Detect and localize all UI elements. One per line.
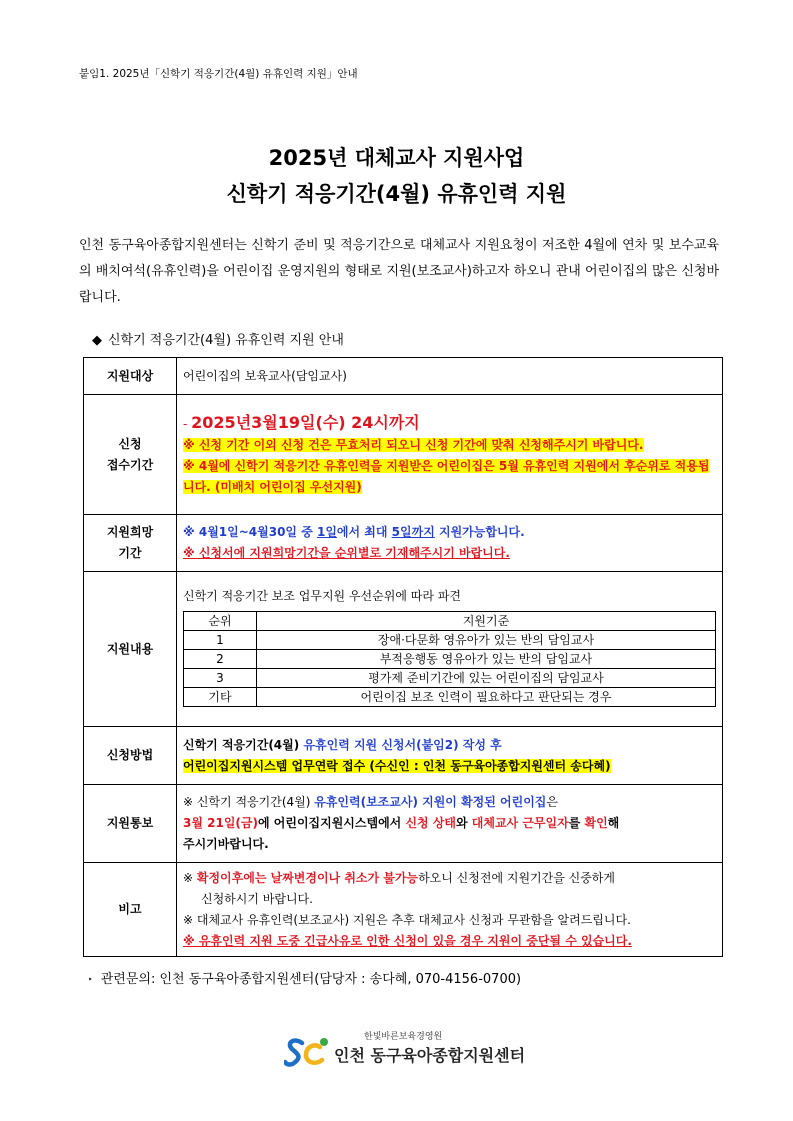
- table-row: 3 평가제 준비기간에 있는 어린이집의 담임교사: [184, 668, 716, 687]
- label-content: 지원내용: [84, 572, 177, 727]
- logo-name: 인천 동구육아종합지원센터: [334, 1046, 526, 1065]
- label-notice: 지원통보: [84, 785, 177, 863]
- label-period: 신청 접수기간: [84, 395, 177, 515]
- deadline: 2025년3월19일(수) 24시까지: [191, 412, 420, 432]
- title-line-1: 2025년 대체교사 지원사업: [268, 146, 525, 170]
- row-content: [84, 572, 723, 727]
- value-target: 어린이집의 보육교사(담임교사): [177, 358, 723, 395]
- period-note-2: ※ 4월에 신학기 적응기간 유휴인력을 지원받은 어린이집은 5월 유휴인력 지원에서 후순위로 적용됩니다. (미배치 어린이집 우선지원): [183, 458, 710, 494]
- row-target: [84, 358, 723, 395]
- value-content: [177, 572, 723, 727]
- inquiry-text: 관련문의: 인천 동구육아종합지원센터(담당자 : 송다혜, 070-4156-0700): [100, 972, 522, 987]
- section-title: 신학기 적응기간(4월) 유휴인력 지원 안내: [108, 333, 344, 348]
- center-logo: [284, 1025, 544, 1069]
- row-period: [84, 395, 723, 515]
- triangle-bullet-icon: ‣: [88, 975, 93, 984]
- value-period: - 2025년3월19일(수) 24시까지 ※ 신청 기간 이외 신청 건은 무효처리 되오니 신청 기간에 맞춰 신청해주시기 바랍니다. ※ 4월에 신학기 적응기간 유휴인력을 지원받은 어린이집은 5월 유휴인력 지원에서 후순위로 적용됩니다. (미배치 어린이집 우선지원): [177, 395, 723, 515]
- value-remark: ※ 확정이후에는 날짜변경이나 취소가 불가능하오니 신청전에 지원기간을 신중하게 신청하시기 바랍니다. ※ 대체교사 유휴인력(보조교사) 지원은 추후 대체교사 신청과 무관함을 알려드립니다. ※ 유휴인력 지원 도중 긴급사유로 인한 신청이 있을 경우 지원이 중단될 수 있습니다.: [177, 863, 723, 957]
- label-method: 신청방법: [84, 727, 177, 785]
- label-hope: 지원희망 기간: [84, 515, 177, 572]
- row-method: [84, 727, 723, 785]
- row-remark: [84, 863, 723, 957]
- logo-subtitle: 한빛바른보육경영원: [364, 1032, 443, 1042]
- inquiry-line: [88, 968, 521, 987]
- table-row: 기타 어린이집 보조 인력이 필요하다고 판단되는 경우: [184, 687, 716, 706]
- attachment-label: 붙임1. 2025년「신학기 적응기간(4월) 유휴인력 지원」안내: [79, 68, 358, 80]
- content-lead: 신학기 적응기간 보조 업무지원 우선순위에 따라 파견: [183, 588, 461, 603]
- period-note-1: ※ 신청 기간 이외 신청 건은 무효처리 되오니 신청 기간에 맞춰 신청해주시기 바랍니다.: [183, 437, 644, 452]
- title-line-2: 신학기 적응기간(4월) 유휴인력 지원: [226, 182, 567, 206]
- priority-table: [183, 611, 716, 707]
- section-heading: [92, 329, 344, 348]
- info-table: [83, 357, 723, 957]
- table-row: 1 장애·다문화 영유아가 있는 반의 담임교사: [184, 630, 716, 649]
- value-method: 신학기 적응기간(4월) 유휴인력 지원 신청서(붙임2) 작성 후 어린이집지원시스템 업무연락 접수 (수신인 : 인천 동구육아종합지원센터 송다혜): [177, 727, 723, 785]
- intro-paragraph: 인천 동구육아종합지원센터는 신학기 준비 및 적응기간으로 대체교사 지원요청이 저조한 4월에 연차 및 보수교육의 배치여석(유휴인력)을 어린이집 운영지원의 형태로 지원(보조교사)하고자 하오니 관내 어린이집의 많은 신청바랍니다.: [79, 238, 719, 305]
- logo-mark-icon: [284, 1035, 330, 1069]
- table-row: 2 부적응행동 영유아가 있는 반의 담임교사: [184, 649, 716, 668]
- diamond-bullet-icon: ◆: [92, 333, 102, 348]
- label-target: 지원대상: [84, 358, 177, 395]
- row-hope: [84, 515, 723, 572]
- value-hope: ※ 4월1일~4월30일 중 1일에서 최대 5일까지 지원가능합니다. ※ 신청서에 지원희망기간을 순위별로 기재해주시기 바랍니다.: [177, 515, 723, 572]
- priority-header-row: 순위 지원기준: [184, 611, 716, 630]
- row-notice: [84, 785, 723, 863]
- label-remark: 비고: [84, 863, 177, 957]
- value-notice: ※ 신학기 적응기간(4월) 유휴인력(보조교사) 지원이 확정된 어린이집은 3월 21일(금)에 어린이집지원시스템에서 신청 상태와 대체교사 근무일자를 확인해 주시기바랍니다.: [177, 785, 723, 863]
